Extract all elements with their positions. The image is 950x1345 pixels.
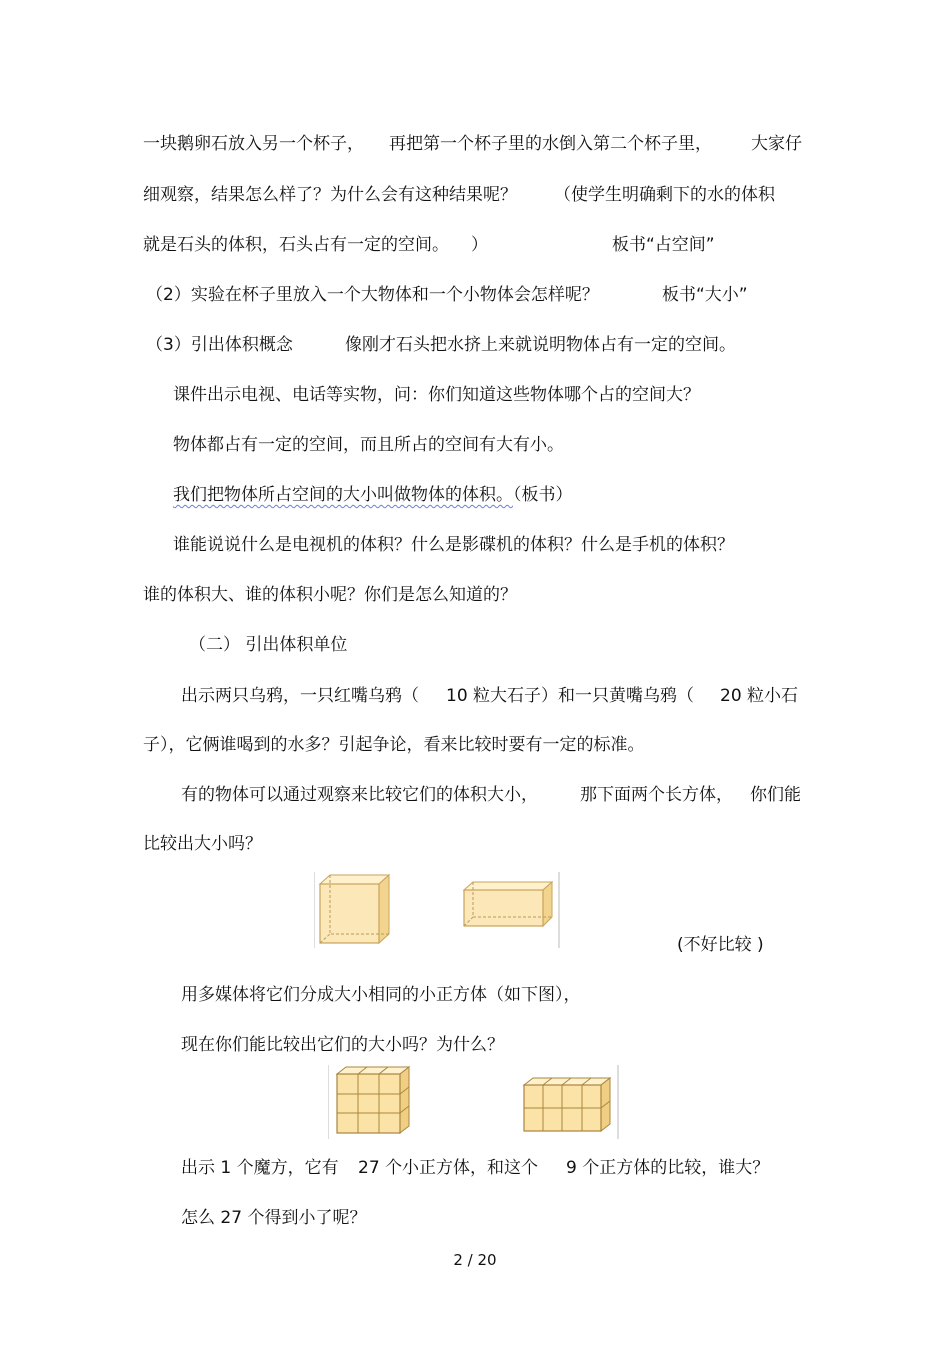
- text-span: （使学生明确剩下的水的体积: [554, 185, 775, 205]
- text-line: [181, 1207, 366, 1229]
- text-span: 板书“占空间”: [612, 235, 715, 255]
- text-span: (不好比较 ): [677, 935, 764, 955]
- text-line: [173, 534, 734, 556]
- text-span: 9 个正方体的比较，谁大？: [566, 1158, 770, 1178]
- text-line: [751, 133, 802, 155]
- text-span: 子），它俩谁喝到的水多？引起争论，看来比较时要有一定的标准。: [143, 735, 645, 755]
- text-line: [389, 133, 712, 155]
- text-span: 课件出示电视、电话等实物，问：你们知道这些物体哪个占的空间大？: [173, 385, 700, 405]
- text-line: [173, 384, 700, 406]
- page-number: 2 / 20: [453, 1251, 497, 1269]
- text-span: 细观察，结果怎么样了？为什么会有这种结果呢？: [143, 185, 517, 205]
- cuboid-shape: [464, 882, 552, 926]
- text-span: （3）引出体积概念: [146, 335, 293, 355]
- text-span: 再把第一个杯子里的水倒入第二个杯子里，: [389, 134, 712, 154]
- text-line: [173, 484, 573, 506]
- text-line: [720, 685, 798, 707]
- text-line: [554, 184, 775, 206]
- text-line: [612, 234, 715, 256]
- text-span: 板书“大小”: [662, 285, 748, 305]
- text-span: 谁能说说什么是电视机的体积？什么是影碟机的体积？什么是手机的体积？: [173, 535, 734, 555]
- text-span: 比较出大小吗？: [143, 834, 262, 854]
- text-span: ）: [471, 235, 488, 255]
- text-span: 20 粒小石: [720, 686, 799, 706]
- text-span: 一块鹅卵石放入另一个杯子，: [143, 134, 364, 154]
- text-span: 那下面两个长方体，: [580, 785, 733, 805]
- text-line: [143, 833, 262, 855]
- text-span: 你们能: [750, 785, 801, 805]
- text-line: [143, 584, 517, 606]
- text-span: 物体都占有一定的空间，而且所占的空间有大有小。: [173, 435, 564, 455]
- text-span: 用多媒体将它们分成大小相同的小正方体（如下图），: [181, 985, 581, 1005]
- text-line: [143, 184, 517, 206]
- text-span: （板书）: [513, 485, 573, 505]
- definition-text: 我们把物体所占空间的大小叫做物体的体积。: [173, 485, 513, 505]
- text-span: 现在你们能比较出它们的大小吗？为什么？: [181, 1035, 504, 1055]
- text-line: [446, 685, 694, 707]
- cuboids-figure: [314, 872, 560, 948]
- text-line: [345, 334, 736, 356]
- text-span: 像刚才石头把水挤上来就说明物体占有一定的空间。: [345, 335, 736, 355]
- text-line: [181, 784, 538, 806]
- text-span: 就是石头的体积，石头占有一定的空间。: [143, 235, 449, 255]
- text-line: [143, 734, 645, 756]
- text-span: （2）实验在杯子里放入一个大物体和一个小物体会怎样呢？: [146, 285, 599, 305]
- text-span: 怎么 27 个得到小了呢？: [181, 1208, 367, 1228]
- text-line: [181, 1034, 504, 1056]
- text-line: [146, 334, 293, 356]
- text-line: [677, 934, 764, 956]
- text-line: [173, 434, 564, 456]
- cuboid-4x2-shape: [524, 1078, 610, 1131]
- text-span: 谁的体积大、谁的体积小呢？你们是怎么知道的？: [143, 585, 517, 605]
- text-line: [662, 284, 748, 306]
- text-line: [181, 685, 419, 707]
- unit-cubes-figure: [328, 1065, 620, 1139]
- text-span: 大家仔: [751, 134, 802, 154]
- cube-3x3-shape: [337, 1067, 409, 1133]
- text-line: [471, 234, 488, 256]
- section-heading: [189, 634, 347, 656]
- text-span: 10 粒大石子）和一只黄嘴乌鸦（: [446, 686, 695, 706]
- text-line: [750, 784, 801, 806]
- text-span: 有的物体可以通过观察来比较它们的体积大小，: [181, 785, 538, 805]
- text-line: [566, 1157, 769, 1179]
- cube-shape: [320, 875, 389, 943]
- text-line: [143, 234, 449, 256]
- text-line: [181, 984, 581, 1006]
- text-line: [143, 133, 364, 155]
- text-span: 27 个小正方体，和这个: [358, 1158, 539, 1178]
- text-line: [146, 284, 599, 306]
- text-line: [580, 784, 733, 806]
- text-line: [358, 1157, 538, 1179]
- text-span: 出示两只乌鸦，一只红嘴乌鸦（: [181, 686, 419, 706]
- text-span: （二） 引出体积单位: [189, 635, 348, 655]
- text-line: [181, 1157, 339, 1179]
- text-span: 出示 1 个魔方，它有: [181, 1158, 339, 1178]
